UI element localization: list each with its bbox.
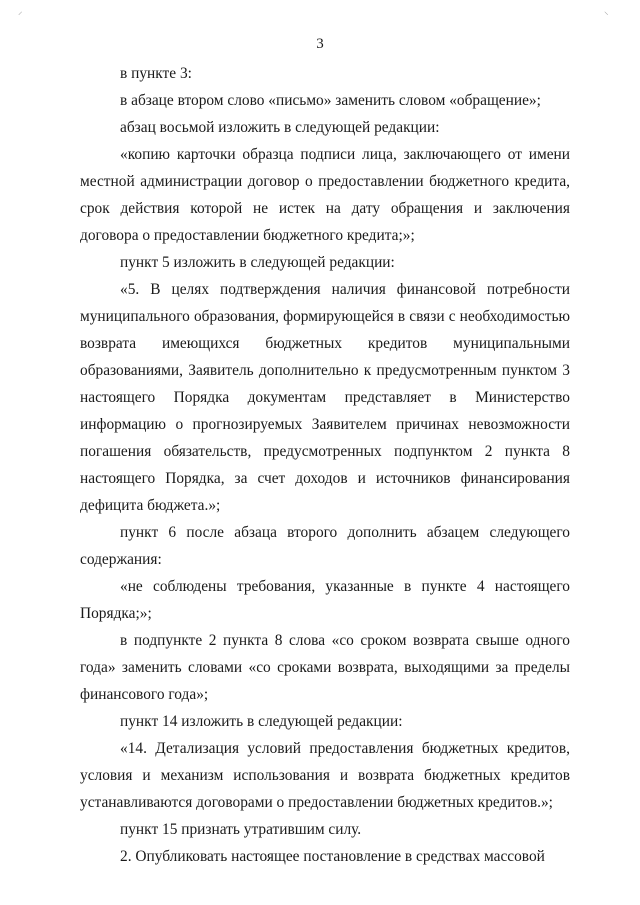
paragraph: в абзаце втором слово «письмо» заменить словом «обращение»; (120, 92, 541, 109)
paragraph: пункт 15 признать утратившим силу. (120, 821, 362, 838)
paragraph: «14. Детализация условий предоставления бюджетных кредитов, условия и механизм использования и возврата бюджетных кредитов устанавливаются договорами о предоставлении бюджетных кредитов.»; (80, 740, 570, 811)
scan-mark: ⸍ (18, 10, 23, 20)
paragraph: пункт 5 изложить в следующей редакции: (120, 254, 395, 271)
paragraph: абзац восьмой изложить в следующей редакции: (120, 119, 440, 136)
paragraph: пункт 14 изложить в следующей редакции: (120, 713, 403, 730)
paragraph: в пункте 3: (120, 65, 192, 82)
paragraph: «копию карточки образца подписи лица, заключающего от имени местной администрации договор о предоставлении бюджетного кредита, срок действия которой не истек на дату обращения и заключения договора о предоставлении бюджетного кредита;»; (80, 146, 570, 244)
paragraph: 2. Опубликовать настоящее постановление в средствах массовой (120, 848, 545, 865)
paragraph: «не соблюдены требования, указанные в пункте 4 настоящего Порядка;»; (80, 578, 570, 622)
page-number: 3 (316, 36, 324, 52)
paragraph: «5. В целях подтверждения наличия финансовой потребности муниципального образования, формирующейся в связи с необходимостью возврата имеющихся бюджетных кредитов муниципальными образованиями, Заявитель дополнительно к предусмотренным пунктом 3 настоящего Порядка документам представляет в Министерство информацию о прогнозируемых Заявителем причинах невозможности погашения обязательств, предусмотренных подпунктом 2 пункта 8 настоящего Порядка, за счет доходов и источников финансирования дефицита бюджета.»; (80, 281, 570, 514)
scan-mark: ⸌ (604, 10, 609, 20)
paragraph: пункт 6 после абзаца второго дополнить абзацем следующего содержания: (80, 524, 570, 568)
paragraph: в подпункте 2 пункта 8 слова «со сроком возврата свыше одного года» заменить словами «со сроками возврата, выходящими за пределы финансового года»; (80, 632, 570, 703)
